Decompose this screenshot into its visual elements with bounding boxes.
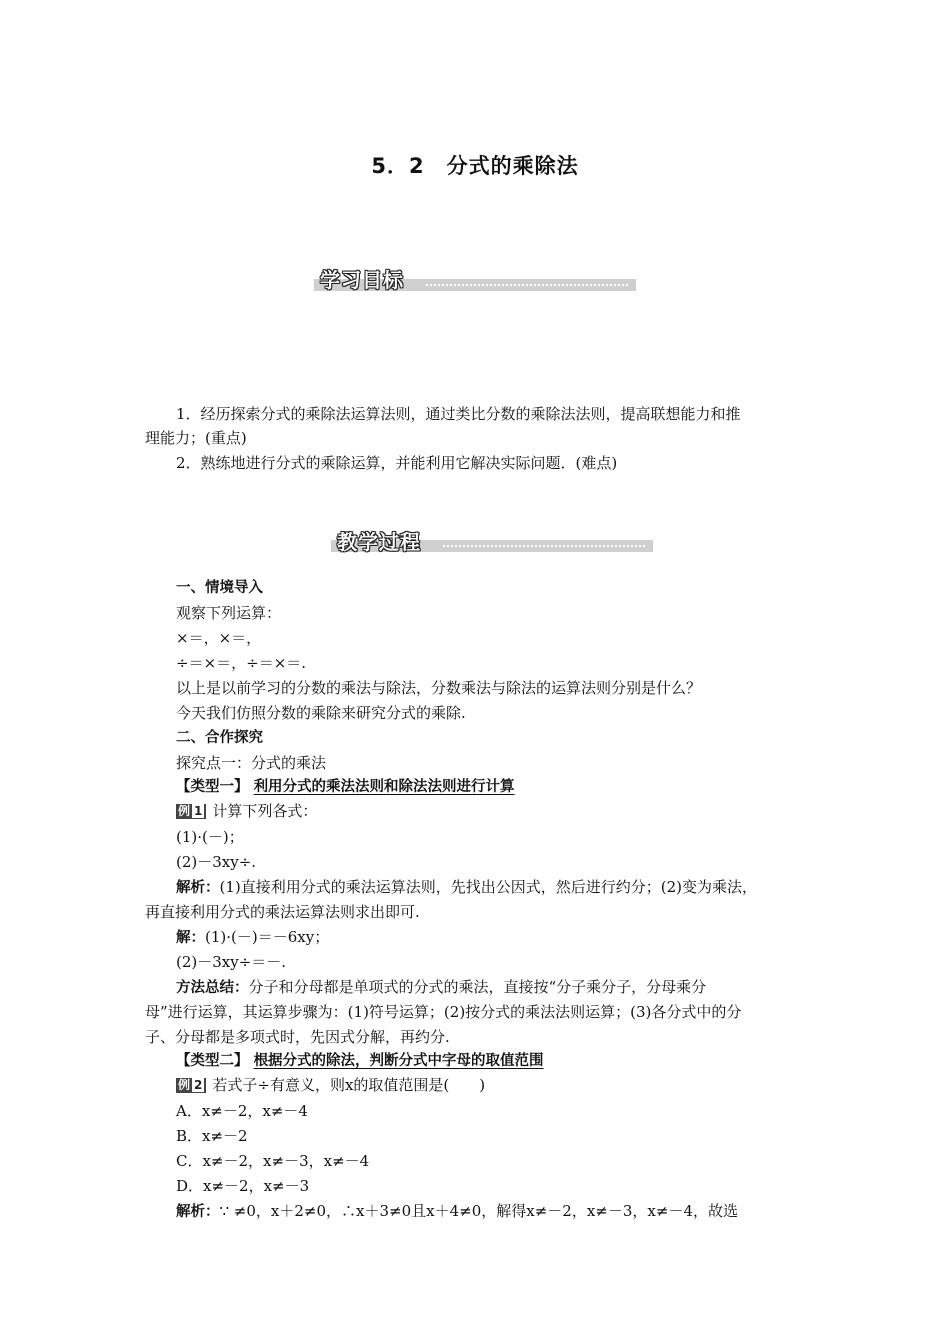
example-badge-word: 例 [178, 804, 191, 818]
example-1-badge [176, 804, 206, 819]
objective-item-2: 2．熟练地进行分式的乘除运算，并能利用它解决实际问题．(难点) [176, 454, 618, 472]
example-badge-number: 2 [194, 1078, 203, 1092]
analysis-2-line [176, 1201, 738, 1222]
option-d: D．x≠－2，x≠－3 [176, 1177, 310, 1195]
objective-item-1-line-1: 1．经历探索分式的乘除法运算法则，通过类比分数的乘除法法则，提高联想能力和推 [176, 405, 741, 423]
intro-expression-1: ×＝，×＝， [176, 629, 262, 647]
intro-heading: 一、情境导入 [176, 580, 263, 596]
process-banner-label: 教学过程 [337, 530, 421, 554]
example-1-text: 计算下列各式： [212, 802, 318, 820]
example-1-question-1: (1)·(－)； [176, 828, 244, 846]
objectives-banner-label: 学习目标 [320, 268, 404, 292]
banner-dots [443, 545, 645, 547]
method-text-1: 分子和分母都是单项式的分式的乘法，直接按“分子乘分子，分母乘分 [248, 978, 707, 996]
analysis-label: 解析： [176, 880, 220, 896]
intro-question: 以上是以前学习的分数的乘法与除法，分数乘法与除法的运算法则分别是什么？ [176, 679, 702, 697]
type-2-title: 根据分式的除法，判断分式中字母的取值范围 [253, 1053, 544, 1069]
example-badge-word: 例 [178, 1078, 191, 1092]
banner-dots [426, 284, 628, 286]
type-1-title: 利用分式的乘法法则和除法法则进行计算 [253, 779, 515, 795]
analysis-1-line-1 [176, 877, 757, 898]
type-2-tag: 【类型二】 [176, 1053, 249, 1069]
solution-1-a-text: (1)·(－)＝－6xy； [205, 928, 330, 946]
intro-observe: 观察下列运算： [176, 604, 282, 622]
analysis-2-text: ∵ ≠0，x＋2≠0，∴x＋3≠0且x＋4≠0，解得x≠－2，x≠－3，x≠－4，故选 [219, 1202, 738, 1220]
method-line-3: 子、分母都是多项式时，先因式分解，再约分. [145, 1028, 450, 1046]
type-1-line [176, 777, 515, 797]
option-c: C．x≠－2，x≠－3，x≠－4 [176, 1152, 370, 1170]
example-2-badge [176, 1078, 206, 1093]
analysis-1-line-2: 再直接利用分式的乘法运算法则求出即可. [145, 903, 420, 921]
objective-item-1-line-2: 理能力；(重点) [145, 429, 247, 447]
solution-1-a [176, 927, 329, 948]
example-badge-number: 1 [194, 804, 203, 818]
option-a: A．x≠－2，x≠－4 [176, 1102, 308, 1120]
example-1-question-2: (2)－3xy÷. [176, 853, 257, 871]
page-title: 5．2 分式的乘除法 [371, 154, 579, 178]
method-label: 方法总结： [176, 980, 249, 996]
analysis-label: 解析： [176, 1204, 220, 1220]
method-line-1 [176, 977, 706, 998]
solution-label: 解： [176, 930, 205, 946]
intro-expression-2: ÷＝×＝，÷＝×＝. [176, 654, 307, 672]
example-1-line [176, 801, 317, 821]
solution-1-b: (2)－3xy÷＝－. [176, 953, 287, 971]
explore-heading: 二、合作探究 [176, 730, 263, 746]
type-2-line [176, 1051, 544, 1071]
example-2-line [176, 1075, 485, 1095]
analysis-1-text-1: (1)直接利用分式的乘法运算法则，先找出公因式，然后进行约分；(2)变为乘法， [219, 878, 757, 896]
explore-point-1: 探究点一：分式的乘法 [176, 754, 327, 772]
intro-today: 今天我们仿照分数的乘除来研究分式的乘除. [176, 704, 466, 722]
method-line-2: 母”进行运算，其运算步骤为：(1)符号运算；(2)按分式的乘法法则运算；(3)各分式中的分 [145, 1003, 742, 1021]
option-b: B．x≠－2 [176, 1127, 248, 1145]
type-1-tag: 【类型一】 [176, 779, 249, 795]
example-2-text: 若式子÷有意义，则x的取值范围是( ) [212, 1076, 486, 1094]
